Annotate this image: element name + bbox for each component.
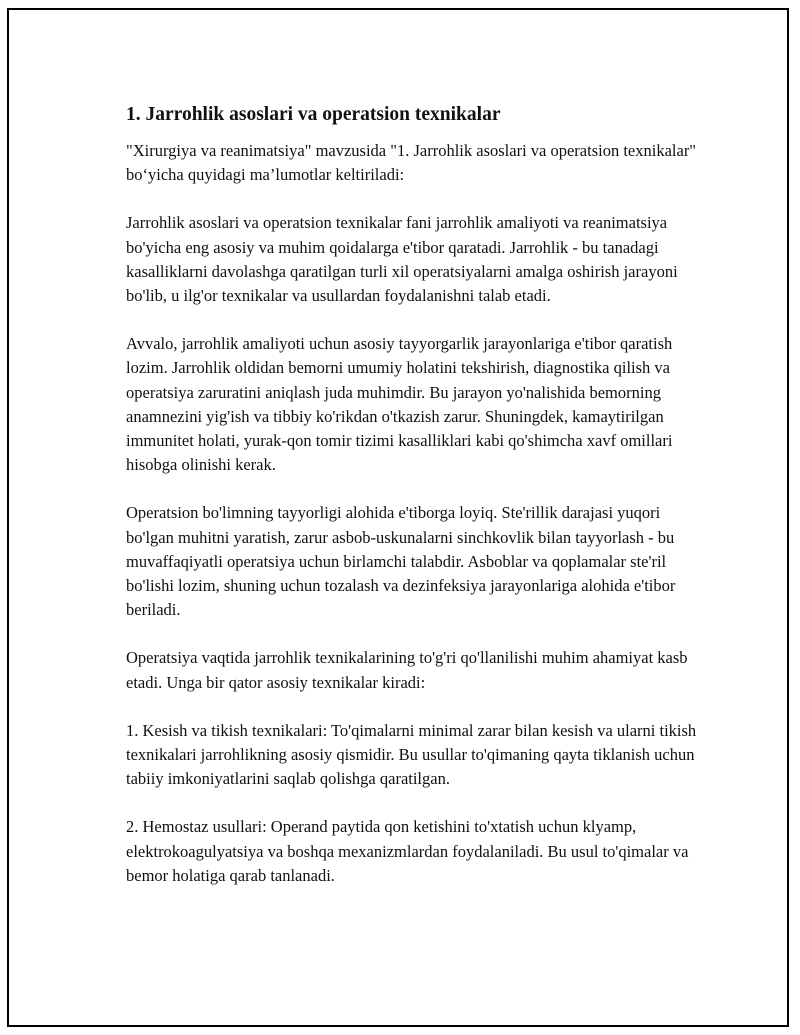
paragraph-overview: Jarrohlik asoslari va operatsion texnikalar fani jarrohlik amaliyoti va reanimatsiya bo'yicha eng asosiy va muhim qoidalarga e'tibor qaratadi. Jarrohlik - bu tanadagi kasalliklarni davolashga qaratilgan turli xil operatsiyalarni amalga oshirish jarayoni bo'lib, u ilg'or texnikalar va usullardan foydalanishni talab etadi. (126, 213, 678, 306)
paragraph-hemostasis: 2. Hemostaz usullari: Operand paytida qon ketishini to'xtatish uchun klyamp, elektrokoagulyatsiya va boshqa mexanizmlardan foydalaniladi. Bu usul to'qimalar va bemor holatiga qarab tanlanadi. (126, 817, 689, 885)
paragraph-preparation: Avvalo, jarrohlik amaliyoti uchun asosiy tayyorgarlik jarayonlariga e'tibor qaratish lozim. Jarrohlik oldidan bemorni umumiy holatini tekshirish, diagnostika qilish va operatsiya zaruratini aniqlash juda muhimdir. Bu jarayon yo'nalishida bemorning anamnezini yig'ish va tibbiy ko'rikdan o'tkazish zarur. Shuningdek, kamaytirilgan immunitet holati, yurak-qon tomir tizimi kasalliklari kabi qo'shimcha xavf omillari hisobga olinishi kerak. (126, 334, 673, 475)
document-title: 1. Jarrohlik asoslari va operatsion texnikalar (126, 104, 501, 125)
page-frame (7, 8, 789, 1027)
paragraph-intro: "Xirurgiya va reanimatsiya" mavzusida "1. Jarrohlik asoslari va operatsion texnikalar" bo‘yicha quyidagi ma’lumotlar keltiriladi: (126, 141, 697, 185)
document-body (126, 102, 706, 912)
paragraph-cutting-suturing: 1. Kesish va tikish texnikalari: To'qimalarni minimal zarar bilan kesish va ularni tikish texnikalari jarrohlikning asosiy qismidir. Bu usullar to'qimaning qayta tiklanish uchun tabiiy imkoniyatlarini saqlab qolishga qaratilgan. (126, 720, 697, 789)
paragraph-techniques-intro: Operatsiya vaqtida jarrohlik texnikalarining to'g'ri qo'llanilishi muhim ahamiyat kasb etadi. Unga bir qator asosiy texnikalar kiradi: (126, 648, 688, 692)
paragraph-operating-room: Operatsion bo'limning tayyorligi alohida e'tiborga loyiq. Ste'rillik darajasi yuqori bo'lgan muhitni yaratish, zarur asbob-uskunalarni sinchkovlik bilan tayyorlash - bu muvaffaqiyatli operatsiya uchun birlamchi talabdir. Asboblar va qoplamalar ste'ril bo'lishi lozim, shuning uchun tozalash va dezinfeksiya jarayonlariga alohida e'tibor beriladi. (126, 503, 676, 620)
